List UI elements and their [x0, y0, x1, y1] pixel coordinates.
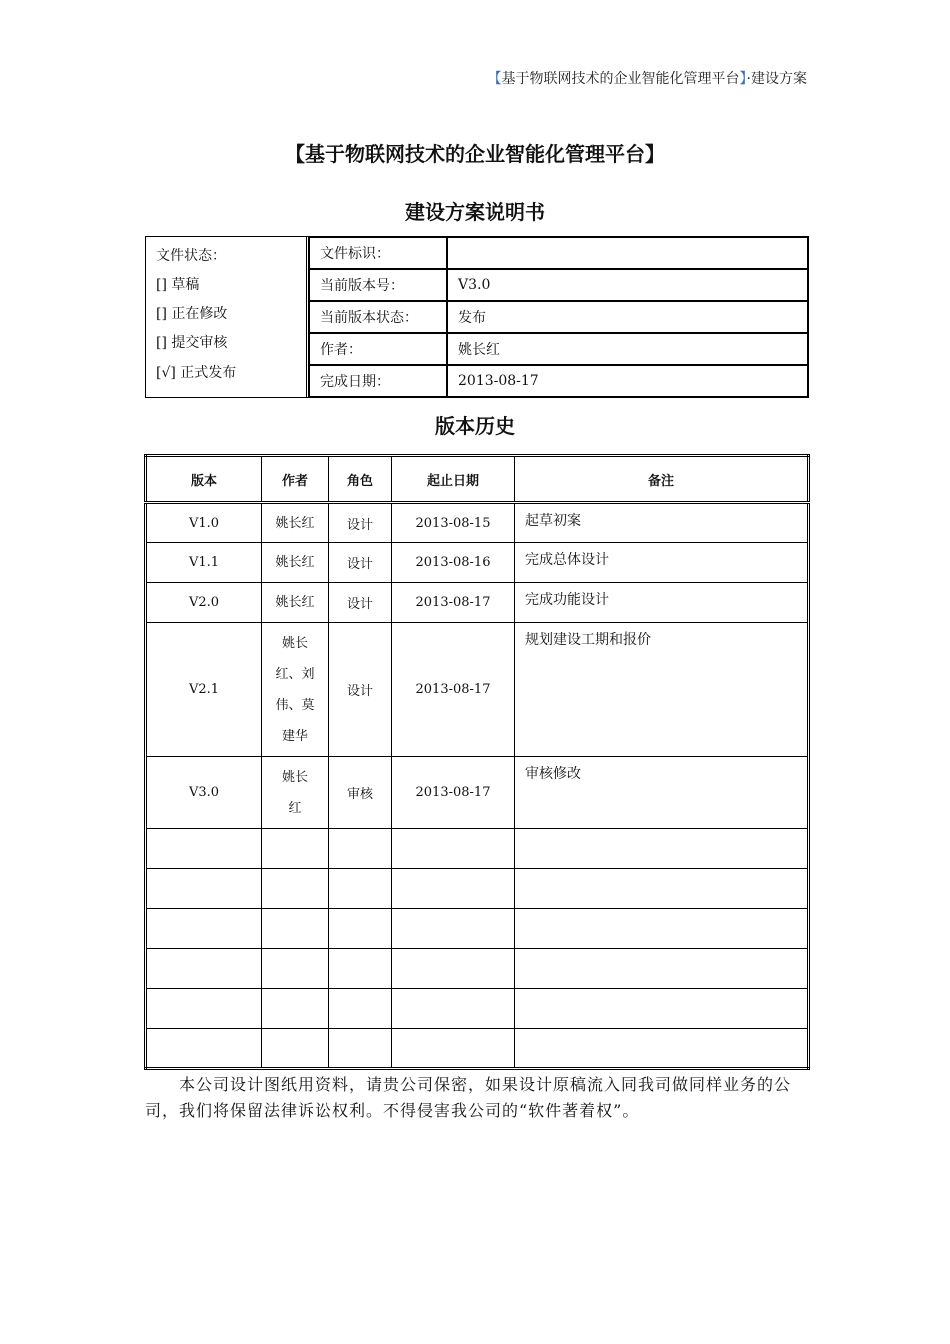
status-option-draft: [] 草稿 [156, 277, 200, 293]
table-row [146, 503, 809, 543]
file-info-table [306, 237, 808, 397]
info-value [447, 237, 808, 269]
note-cell: 起草初案 [515, 503, 809, 543]
empty-cell [392, 869, 515, 909]
author-cell: 姚长红 [262, 583, 329, 623]
empty-cell [329, 869, 392, 909]
empty-cell [262, 989, 329, 1029]
table-row [146, 623, 809, 757]
empty-cell [262, 949, 329, 989]
file-status-label: 文件状态： [156, 248, 226, 264]
table-row [146, 583, 809, 623]
version-history-title: 版本历史 [435, 414, 515, 438]
file-status-panel [146, 237, 306, 397]
status-option-editing: [] 正在修改 [156, 306, 228, 322]
empty-cell [329, 909, 392, 949]
empty-cell [262, 909, 329, 949]
author-cell: 姚长红、刘伟、莫建华 [262, 623, 329, 757]
info-value: 发布 [447, 301, 808, 333]
role-cell: 审核 [329, 757, 392, 829]
empty-table-row [146, 949, 809, 989]
info-label: 作者： [309, 333, 447, 365]
info-row [309, 333, 808, 365]
role-cell: 设计 [329, 583, 392, 623]
role-cell: 设计 [329, 503, 392, 543]
column-header: 角色 [329, 456, 392, 503]
confidentiality-note: 本公司设计图纸用资料，请贵公司保密，如果设计原稿流入同我司做同样业务的公司，我们将保留法律诉讼权利。不得侵害我公司的“软件著着权”。 [145, 1075, 792, 1120]
empty-table-row [146, 1029, 809, 1069]
version-cell: V3.0 [146, 757, 262, 829]
empty-cell [262, 869, 329, 909]
info-row [309, 269, 808, 301]
info-value: V3.0 [447, 269, 808, 301]
empty-cell [392, 1029, 515, 1069]
empty-cell [146, 909, 262, 949]
empty-cell [392, 989, 515, 1029]
column-header: 版本 [146, 456, 262, 503]
document-title: 【基于物联网技术的企业智能化管理平台】 [285, 142, 665, 166]
info-label: 文件标识： [309, 237, 447, 269]
empty-cell [515, 829, 809, 869]
empty-cell [392, 949, 515, 989]
empty-cell [146, 1029, 262, 1069]
empty-cell [146, 989, 262, 1029]
note-cell: 审核修改 [515, 757, 809, 829]
author-cell: 姚长红 [262, 503, 329, 543]
header-bracket-open: 【 [487, 71, 502, 87]
empty-cell [392, 909, 515, 949]
status-option-released: [√] 正式发布 [156, 365, 237, 381]
role-cell: 设计 [329, 623, 392, 757]
date-cell: 2013-08-15 [392, 503, 515, 543]
running-header [488, 68, 807, 88]
author-cell: 姚长红 [262, 757, 329, 829]
table-row [146, 757, 809, 829]
empty-table-row [146, 989, 809, 1029]
info-label: 当前版本号： [309, 269, 447, 301]
empty-cell [515, 909, 809, 949]
header-bracket-close: 】 [739, 71, 747, 87]
author-cell: 姚长红 [262, 543, 329, 583]
note-cell: 完成功能设计 [515, 583, 809, 623]
date-cell: 2013-08-16 [392, 543, 515, 583]
info-row [309, 237, 808, 269]
info-row [309, 365, 808, 397]
empty-cell [329, 829, 392, 869]
column-header: 起止日期 [392, 456, 515, 503]
version-cell: V2.1 [146, 623, 262, 757]
empty-cell [146, 949, 262, 989]
empty-cell [262, 829, 329, 869]
info-label: 当前版本状态： [309, 301, 447, 333]
empty-cell [329, 989, 392, 1029]
version-cell: V2.0 [146, 583, 262, 623]
info-value: 2013-08-17 [447, 365, 808, 397]
empty-cell [515, 949, 809, 989]
status-option-review: [] 提交审核 [156, 335, 228, 351]
note-cell: 规划建设工期和报价 [515, 623, 809, 757]
version-history-table [144, 454, 810, 1070]
header-title: 基于物联网技术的企业智能化管理平台 [501, 71, 740, 87]
info-row [309, 301, 808, 333]
empty-cell [515, 1029, 809, 1069]
role-cell: 设计 [329, 543, 392, 583]
date-cell: 2013-08-17 [392, 583, 515, 623]
empty-table-row [146, 829, 809, 869]
empty-cell [515, 989, 809, 1029]
empty-cell [329, 949, 392, 989]
date-cell: 2013-08-17 [392, 757, 515, 829]
document-subtitle: 建设方案说明书 [405, 200, 545, 224]
version-cell: V1.0 [146, 503, 262, 543]
empty-cell [392, 829, 515, 869]
column-header: 作者 [262, 456, 329, 503]
info-value: 姚长红 [447, 333, 808, 365]
empty-cell [146, 869, 262, 909]
table-header-row [146, 456, 809, 503]
note-cell: 完成总体设计 [515, 543, 809, 583]
empty-cell [515, 869, 809, 909]
info-label: 完成日期： [309, 365, 447, 397]
version-cell: V1.1 [146, 543, 262, 583]
empty-cell [146, 829, 262, 869]
header-suffix: ·建设方案 [746, 71, 807, 87]
column-header: 备注 [515, 456, 809, 503]
empty-cell [329, 1029, 392, 1069]
date-cell: 2013-08-17 [392, 623, 515, 757]
table-row [146, 543, 809, 583]
empty-table-row [146, 909, 809, 949]
empty-cell [262, 1029, 329, 1069]
document-info-box [145, 236, 809, 398]
empty-table-row [146, 869, 809, 909]
